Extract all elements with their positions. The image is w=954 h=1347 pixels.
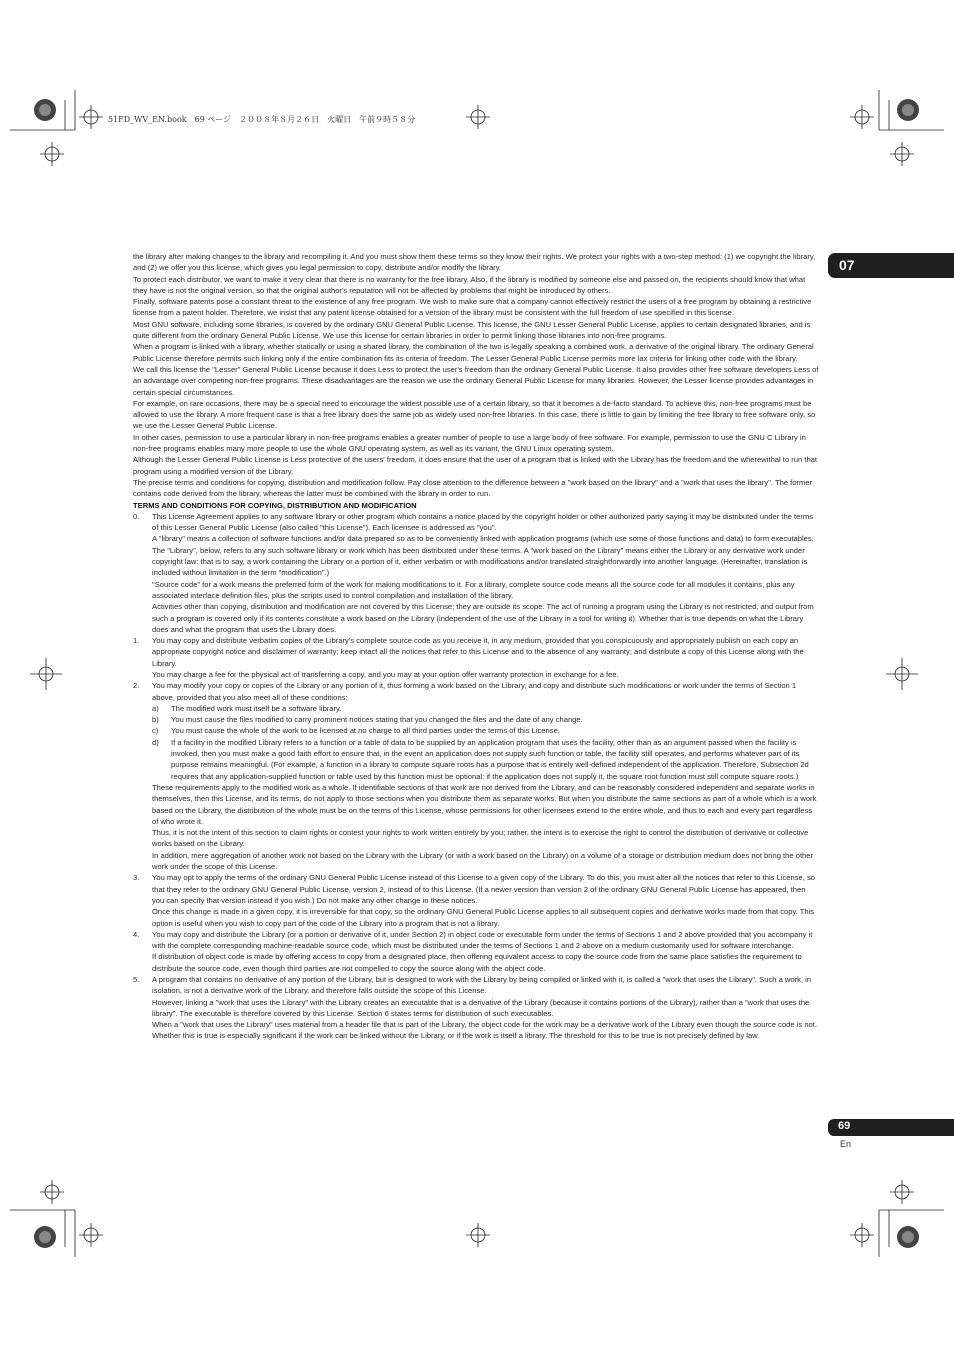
clause-text: You may copy and distribute the Library (or a portion or derivative of it, under Section 2) in object code or executable form under the terms of Sections 1 and 2 above provided that you accompany it with the complete corresponding machine-readable source code, which must be distributed under the terms of Sections 1 and 2 above on a medium customarily used for software interchange.	[152, 929, 813, 951]
term-paragraph	[133, 850, 819, 873]
term-paragraph	[133, 951, 819, 974]
clause-text: A "library" means a collection of software functions and/or data prepared so as to be conveniently linked with application programs (which use some of those functions and data) to form executables.	[152, 534, 814, 544]
clause-text: This License Agreement applies to any software library or other program which contains a notice placed by the copyright holder or other authorized party saying it may be distributed under the terms of this Lesser General Public License (also called "this License"). Each licensee is addressed as "you".	[152, 511, 814, 533]
section-title: TERMS AND CONDITIONS FOR COPYING, DISTRIBUTION AND MODIFICATION	[133, 500, 417, 510]
intro-paragraph: Most GNU software, including some libraries, is covered by the ordinary GNU General Public License. This license, the GNU Lesser General Public License, applies to certain designated libraries, and is quite different from the ordinary General Public License. We use this license for certain libraries in order to permit linking those libraries into non-free programs.	[133, 319, 811, 341]
term-clause	[133, 872, 819, 906]
clause-text: Activities other than copying, distribution and modification are not covered by this License; they are outside its scope. The act of running a program using the Library is not restricted, and output from such a program is covered only if its contents constitute a work based on the Library (independent of the use of the Library in a tool for writing it). Whether that is true depends on what the Library does and what the program that uses the Library does.	[152, 602, 814, 634]
clause-text: The "Library", below, refers to any such software library or work which has been distributed under these terms. A "work based on the Library" means either the Library or any derivative work under copyright law: that is to say, a work containing the Library or a portion of it, either verbatim or with modifications and/or translated straightforwardly into another language. (Hereinafter, translation is included without limitation in the term "modification".)	[152, 545, 808, 578]
term-clause	[133, 929, 819, 952]
clause-number: b)	[152, 715, 159, 725]
sub-clause	[133, 703, 819, 714]
intro-paragraph: The precise terms and conditions for copying, distribution and modification follow. Pay close attention to the difference between a "work based on the library" and a "work that uses the library". The former contains code derived from the library, whereas the latter must be combined with the library in order to run.	[133, 477, 813, 499]
intro-paragraph: To protect each distributor, we want to make it very clear that there is no warranty for the free library. Also, if the library is modified by someone else and passed on, the recipients should know that what they have is not the original version, so that the original author's reputation will not be affected by problems that might be introduced by others.	[133, 274, 806, 295]
term-paragraph	[133, 579, 819, 602]
clause-number: c)	[152, 726, 159, 736]
clause-text: If a facility in the modified Library refers to a function or a table of data to be supplied by an application program that uses the facility, other than as an argument passed when the facility is invoked, then you must make a good faith effort to ensure that, in the event an application does not supply such function or table, the facility still operates, and performs whatever part of its purpose remains meaningful. (For example, a function in a library to compute square roots has a purpose that is entirely well-defined independent of the application. Therefore, Subsection 2d requires that any application-supplied function or table used by this function must be optional: if the application does not supply it, the square root function must still compute square roots.)	[171, 737, 809, 781]
clause-text: However, linking a "work that uses the Library" with the Library creates an executable that is a derivative of the Library (because it contains portions of the Library), rather than a "work that uses the library". The executable is therefore covered by this License. Section 6 states terms for distribution of such executables.	[152, 997, 810, 1018]
clause-text: A program that contains no derivative of any portion of the Library, but is designed to work with the Library by being compiled or linked with it, is called a "work that uses the Library". Such a work, in isolation, is not a derivative work of the Library, and therefore falls outside the scope of this License.	[152, 975, 812, 996]
clause-text: If distribution of object code is made by offering access to copy from a designated place, then offering equivalent access to copy the source code from the same place satisfies the requirement to distribute the source code, even though third parties are not compelled to copy the source along with the object code.	[152, 952, 802, 973]
intro-paragraph: We call this license the "Lesser" General Public License because it does Less to protect the user's freedom than the ordinary General Public License. It also provides other free software developers Less of an advantage over competing non-free programs. These disadvantages are the reason we use the ordinary General Public License for many libraries. However, the Lesser license provides advantages in certain special circumstances.	[133, 364, 819, 397]
chapter-number: 07	[839, 257, 855, 273]
terms-list	[133, 511, 819, 1042]
page-number: 69	[838, 1120, 851, 1132]
clause-number: 2.	[133, 681, 140, 691]
term-paragraph	[133, 782, 819, 827]
intro-paragraph: the library after making changes to the library and recompiling it. And you must show them these terms so they know their rights. We protect your rights with a two-step method: (1) we copyright the library, and (2) we offer you this license, which gives you legal permission to copy, distribute and/or modify the library.	[133, 252, 816, 273]
term-paragraph	[133, 827, 819, 850]
clause-number: 4.	[133, 929, 140, 939]
clause-number: 1.	[133, 636, 140, 646]
chapter-tab	[828, 253, 954, 278]
clause-text: "Source code" for a work means the preferred form of the work for making modifications to it. For a library, complete source code means all the source code for all modules it contains, plus any associated interface definition files, plus the scripts used to control compilation and installation of the library.	[152, 579, 795, 600]
sub-clause	[133, 725, 819, 736]
clause-text: When a "work that uses the Library" uses material from a header file that is part of the Library, the object code for the work may be a derivative work of the Library even though the source code is not. Whether this is true is especially significant if the work can be linked without the Library, or if the work is itself a library. The threshold for this to be true is not precisely defined by law.	[152, 1020, 817, 1041]
intro-paragraph: In other cases, permission to use a particular library in non-free programs enables a greater number of people to use a large body of free software. For example, permission to use the GNU C Library in non-free programs enables many more people to use the whole GNU operating system, as well as its variant, the GNU Linux operating system.	[133, 432, 806, 454]
term-clause	[133, 635, 819, 669]
intro-paragraph: For example, on rare occasions, there may be a special need to encourage the widest possible use of a certain library, so that it becomes a de-facto standard. To achieve this, non-free programs must be allowed to use the library. A more frequent case is that a free library does the same job as widely used non-free libraries. In this case, there is little to gain by limiting the free library to free software only, so we use the Lesser General Public License.	[133, 398, 816, 431]
clause-number: a)	[152, 703, 159, 713]
clause-text: Thus, it is not the intent of this section to claim rights or contest your rights to work written entirely by you; rather, the intent is to exercise the right to control the distribution of derivative or collective works based on the Library.	[152, 828, 809, 849]
term-clause	[133, 680, 819, 703]
clause-text: You may modify your copy or copies of the Library or any portion of it, thus forming a work based on the Library, and copy and distribute such modifications or work under the terms of Section 1 above, provided that you also meet all of these conditions:	[152, 681, 797, 702]
term-paragraph	[133, 533, 819, 544]
clause-number: 0.	[133, 511, 140, 521]
sub-clause	[133, 737, 819, 782]
license-text	[133, 251, 819, 1042]
term-paragraph	[133, 669, 819, 680]
clause-text: You must cause the files modified to carry prominent notices stating that you changed the files and the date of any change.	[171, 715, 583, 725]
page-number-tab	[828, 1119, 954, 1136]
clause-text: Once this change is made in a given copy, it is irreversible for that copy, so the ordinary GNU General Public License applies to all subsequent copies and derivative works made from that copy. This option is useful when you wish to copy part of the code of the Library into a program that is not a library.	[152, 907, 815, 928]
term-paragraph	[133, 601, 819, 635]
clause-text: These requirements apply to the modified work as a whole. If identifiable sections of that work are not derived from the Library, and can be reasonably considered independent and separate works in themselves, then this License, and its terms, do not apply to those sections when you distribute them as separate works. But when you distribute the same sections as part of a whole which is a work based on the Library, the distribution of the whole must be on the terms of this License, whose permissions for other licensees extend to the entire whole, and thus to each and every part regardless of who wrote it.	[152, 782, 817, 826]
clause-text: You may charge a fee for the physical act of transferring a copy, and you may at your option offer warranty protection in exchange for a fee.	[152, 669, 619, 679]
clause-text: You may opt to apply the terms of the ordinary GNU General Public License instead of this License to a given copy of the Library. To do this, you must alter all the notices that refer to this License, so that they refer to the ordinary GNU General Public License, version 2, instead of to this License. (If a newer version than version 2 of the ordinary GNU General Public License has appeared, then you can specify that version instead if you wish.) Do not make any other change in these notices.	[152, 873, 815, 905]
print-header: 51FD_WV_EN.book 69 ページ ２００８年８月２６日 火曜日 午前９時５８分	[108, 115, 416, 124]
term-clause	[133, 974, 819, 997]
clause-text: The modified work must itself be a software library.	[171, 703, 342, 713]
intro-paragraph: Although the Lesser General Public License is Less protective of the users' freedom, it does ensure that the user of a program that is linked with the Library has the freedom and the wherewithal to run that program using a modified version of the Library.	[133, 455, 818, 476]
clause-text: You must cause the whole of the work to be licensed at no charge to all third parties under the terms of this License.	[171, 726, 560, 736]
intro-paragraph: Finally, software patents pose a constant threat to the existence of any free program. We wish to make sure that a company cannot effectively restrict the users of a free program by obtaining a restrictive license from a patent holder. Therefore, we insist that any patent license obtained for a version of the library must be consistent with the full freedom of use specified in this license.	[133, 297, 812, 318]
clause-number: 3.	[133, 873, 140, 883]
clause-text: You may copy and distribute verbatim copies of the Library's complete source code as you receive it, in any medium, provided that you conspicuously and appropriately publish on each copy an appropriate copyright notice and disclaimer of warranty; keep intact all the notices that refer to this License and to the absence of any warranty; and distribute a copy of this License along with the Library.	[152, 636, 804, 668]
sub-clause	[133, 714, 819, 725]
clause-number: d)	[152, 737, 159, 747]
clause-text: In addition, mere aggregation of another work not based on the Library with the Library (or with a work based on the Library) on a volume of a storage or distribution medium does not bring the other work under the scope of this License.	[152, 850, 814, 872]
term-paragraph	[133, 997, 819, 1020]
term-paragraph	[133, 906, 819, 929]
intro-paragraph: When a program is linked with a library, whether statically or using a shared library, the combination of the two is legally speaking a combined work, a derivative of the original library. The ordinary General Public License therefore permits such linking only if the entire combination fits its criteria of freedom. The Lesser General Public License permits more lax criteria for linking other code with the library.	[133, 342, 814, 363]
term-clause	[133, 511, 819, 534]
term-paragraph	[133, 545, 819, 579]
intro-paragraphs	[133, 251, 819, 500]
clause-number: 5.	[133, 975, 140, 984]
language-label: En	[840, 1139, 852, 1149]
term-paragraph	[133, 1019, 819, 1042]
